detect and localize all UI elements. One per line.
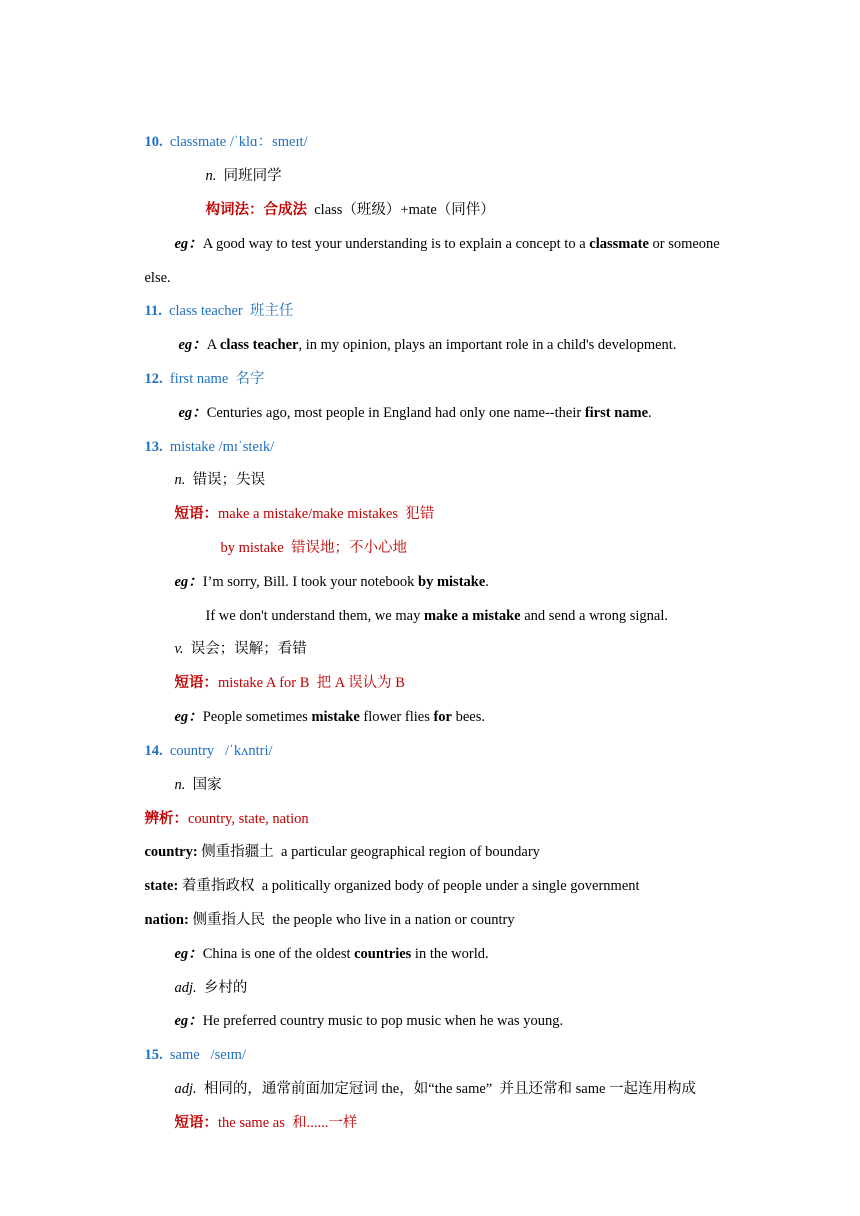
definition-term: state: [144, 878, 179, 894]
part-of-speech: adj. [174, 980, 197, 996]
example-text: Centuries ago, most people in England had only one name--their [206, 405, 585, 421]
example-keyword: by mistake [418, 574, 486, 590]
analysis-text: country, state, nation [188, 811, 309, 827]
entry-word: classmate /ˈklɑ：smeɪt/ [169, 134, 308, 150]
phrase-label: 短语： [174, 675, 218, 691]
part-of-speech: n. [205, 168, 217, 184]
example-label: eg： [178, 405, 207, 421]
example-keyword: countries [354, 946, 412, 962]
phrase-label: 短语： [174, 1115, 218, 1131]
example-text: People sometimes [202, 709, 312, 725]
part-of-speech: n. [174, 472, 186, 488]
entry-number: 12. [144, 371, 163, 387]
example-keyword: classmate [589, 236, 649, 252]
example-keyword: make a mistake [423, 608, 521, 624]
example-text: He preferred country music to pop music when he was young. [202, 1013, 564, 1029]
example-keyword: for [433, 709, 452, 725]
example-text: I’m sorry, Bill. I took your notebook [202, 574, 419, 590]
phrase-text: by mistake 错误地；不小心地 [220, 540, 407, 556]
entry-word: country /ˈkʌntri/ [169, 743, 273, 759]
example-text: in the world. [411, 946, 489, 962]
meaning: 相同的，通常前面加定冠词 the，如“the same” 并且还常和 same 一起连用构成 [203, 1081, 697, 1097]
example-text: and send a wrong signal. [520, 608, 669, 624]
example-text: bees. [451, 709, 485, 725]
definition-term: nation: [144, 912, 189, 928]
entry-number: 14. [144, 743, 163, 759]
formation-label: 构词法：合成法 [205, 202, 307, 218]
entry-15-phrase [160, 1093, 357, 1153]
example-label: eg： [178, 337, 207, 353]
example-text: China is one of the oldest [202, 946, 355, 962]
example-text: else. [144, 270, 171, 286]
meaning: 乡村的 [203, 980, 248, 996]
part-of-speech: n. [174, 777, 186, 793]
meaning: 同班同学 [223, 168, 282, 184]
example-text: or someone [648, 236, 720, 252]
phrase-text: mistake A for B 把 A 误认为 B [218, 675, 405, 691]
example-text: flower flies [359, 709, 434, 725]
example-text: A [206, 337, 220, 353]
part-of-speech: v. [174, 641, 184, 657]
part-of-speech: adj. [174, 1081, 197, 1097]
example-keyword: class teacher [219, 337, 299, 353]
entry-word: first name 名字 [169, 371, 265, 387]
example-label: eg： [174, 236, 203, 252]
phrase-text: make a mistake/make mistakes 犯错 [218, 506, 435, 522]
definition-term: country: [144, 844, 198, 860]
meaning: 误会；误解；看错 [190, 641, 307, 657]
entry-number: 10. [144, 134, 163, 150]
example-text: A good way to test your understanding is to explain a concept to a [202, 236, 590, 252]
meaning: 错误；失误 [192, 472, 266, 488]
meaning: 国家 [192, 777, 222, 793]
example-text: . [648, 405, 652, 421]
entry-number: 11. [144, 303, 162, 319]
example-keyword: first name [584, 405, 649, 421]
example-text: . [485, 574, 489, 590]
entry-10-example [160, 214, 720, 274]
example-keyword: mistake [311, 709, 360, 725]
entry-word: mistake /mɪˈsteɪk/ [169, 439, 275, 455]
formation-text: class（班级）+mate（同伴） [314, 202, 495, 218]
entry-number: 15. [144, 1047, 163, 1063]
entry-word: same /seɪm/ [169, 1047, 246, 1063]
example-text: , in my opinion, plays an important role in a child's development. [298, 337, 677, 353]
phrase-label: 短语： [174, 506, 218, 522]
definition-text: 侧重指疆土 a particular geographical region of boundary [197, 844, 540, 860]
entry-word: class teacher 班主任 [169, 303, 294, 319]
analysis-label: 辨析： [144, 811, 188, 827]
definition-text: 着重指政权 a politically organized body of people under a single government [178, 878, 640, 894]
phrase-text: the same as 和......一样 [218, 1115, 358, 1131]
definition-text: 侧重指人民 the people who live in a nation or country [188, 912, 515, 928]
example-label: eg： [174, 574, 203, 590]
example-text: If we don't understand them, we may [205, 608, 424, 624]
entry-number: 13. [144, 439, 163, 455]
example-label: eg： [174, 709, 203, 725]
example-label: eg： [174, 1013, 203, 1029]
example-label: eg： [174, 946, 203, 962]
